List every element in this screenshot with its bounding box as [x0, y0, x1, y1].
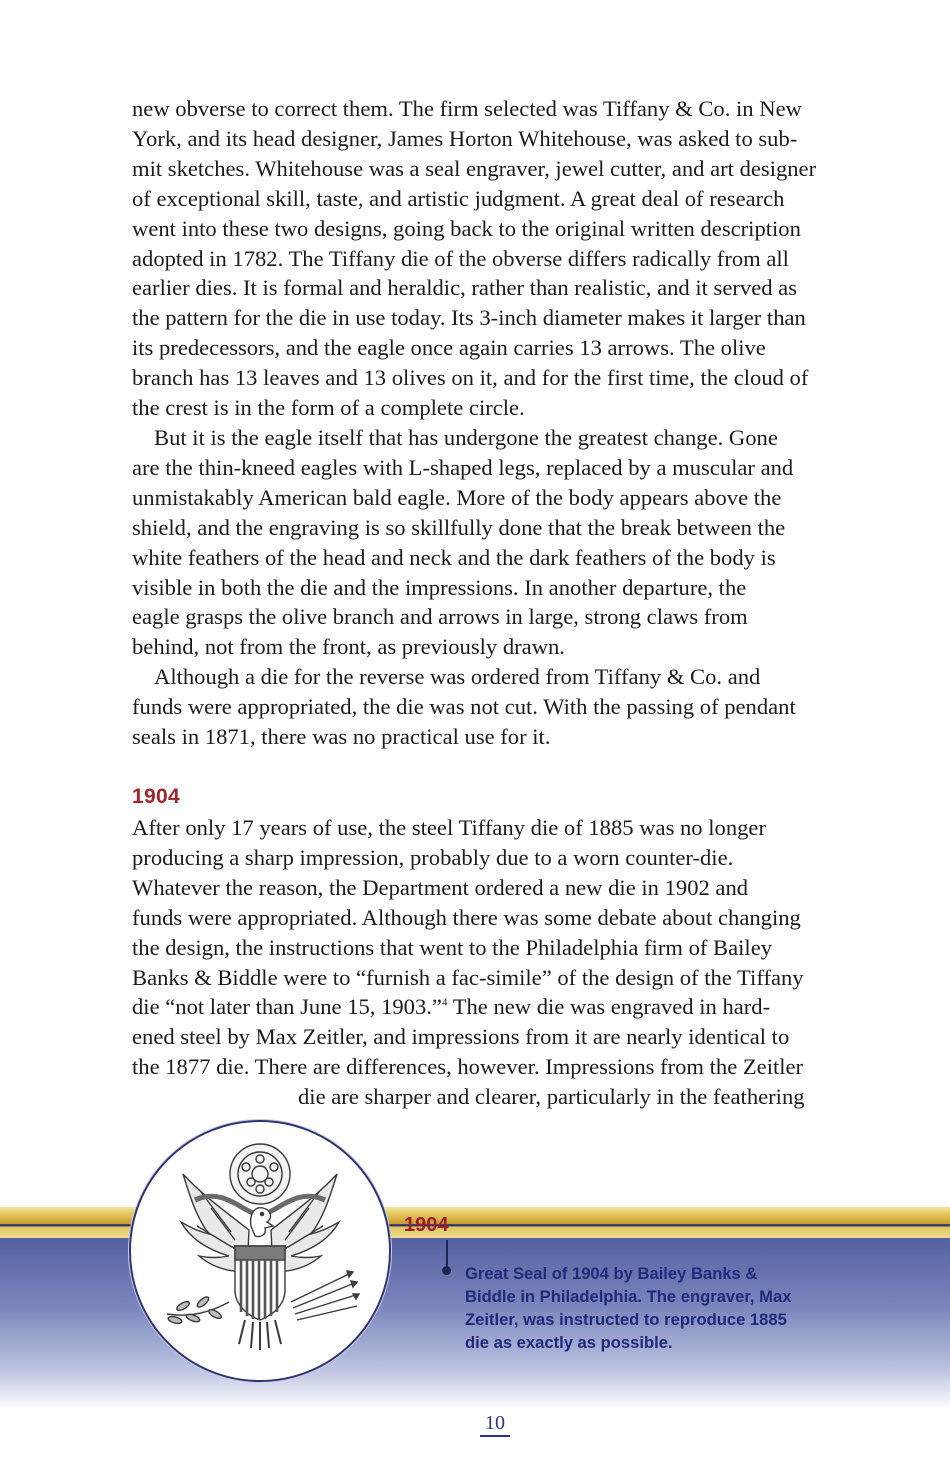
text-line: funds were appropriated. Although there was some debate about changing	[132, 904, 801, 930]
text-line: Although a die for the reverse was ordered from Tiffany & Co. and	[154, 664, 761, 690]
section-text-block	[132, 813, 862, 1112]
text-line: branch has 13 leaves and 13 olives on it, and for the first time, the cloud of	[132, 365, 809, 391]
text-segment: The new die was engraved in hard-	[447, 994, 771, 1020]
text-line: After only 17 years of use, the steel Tiffany die of 1885 was no longer	[132, 815, 766, 840]
caption-line: Zeitler, was instructed to reproduce 1885	[465, 1310, 787, 1329]
figure-caption	[465, 1262, 845, 1354]
text-line: Whatever the reason, the Department ordered a new die in 1902 and	[132, 874, 749, 900]
text-line: earlier dies. It is formal and heraldic, rather than realistic, and it served as	[132, 275, 797, 301]
text-line: visible in both the die and the impressions. In another departure, the	[132, 574, 747, 600]
text-line: funds were appropriated, the die was not cut. With the passing of pendant	[132, 694, 796, 720]
text-line: adopted in 1782. The Tiffany die of the obverse differs radically from all	[132, 245, 789, 271]
text-line: seals in 1871, there was no practical use for it.	[132, 724, 551, 750]
text-line: the 1877 die. There are differences, however. Impressions from the Zeitler	[132, 1054, 804, 1080]
great-seal-eagle-icon	[131, 1122, 389, 1380]
text-line: white feathers of the head and neck and the dark feathers of the body is	[132, 544, 776, 570]
text-segment: die “not later than June 15, 1903.”	[132, 994, 442, 1020]
text-line: are the thin-kneed eagles with L-shaped legs, replaced by a muscular and	[132, 454, 794, 480]
text-line: eagle grasps the olive branch and arrows in large, strong claws from	[132, 604, 748, 630]
text-line: the crest is in the form of a complete circle.	[132, 395, 525, 421]
page-number: 10	[480, 1411, 510, 1437]
text-line: ened steel by Max Zeitler, and impressions from it are nearly identical to	[132, 1024, 790, 1050]
text-line: its predecessors, and the eagle once again carries 13 arrows. The olive	[132, 335, 766, 361]
text-line: York, and its head designer, James Horton Whitehouse, was asked to sub-	[132, 125, 798, 151]
text-line: the design, the instructions that went to the Philadelphia firm of Bailey	[132, 934, 773, 960]
callout-line	[446, 1240, 448, 1268]
text-line: the pattern for the die in use today. Its 3-inch diameter makes it larger than	[132, 305, 806, 331]
intro-text-block	[132, 94, 862, 752]
text-line: Banks & Biddle were to “furnish a fac-simile” of the design of the Tiffany	[132, 964, 804, 990]
section-heading: 1904	[132, 785, 180, 808]
text-line: new obverse to correct them. The firm selected was Tiffany & Co. in New	[132, 96, 802, 121]
text-line: unmistakably American bald eagle. More of the body appears above the	[132, 484, 782, 510]
text-line: die are sharper and clearer, particularly in the feathering	[298, 1084, 805, 1110]
text-line: went into these two designs, going back to the original written description	[132, 215, 801, 241]
text-line: shield, and the engraving is so skillfully done that the break between the	[132, 514, 786, 540]
text-line	[132, 992, 862, 1022]
footnote-marker[interactable]: 4	[441, 996, 448, 1009]
text-line: producing a sharp impression, probably due to a worn counter-die.	[132, 844, 734, 870]
seal-image-frame	[129, 1120, 391, 1382]
caption-line: Biddle in Philadelphia. The engraver, Max	[465, 1287, 792, 1306]
caption-year: 1904	[404, 1214, 449, 1236]
caption-line: die as exactly as possible.	[465, 1333, 673, 1352]
callout-dot	[442, 1266, 451, 1275]
text-line: behind, not from the front, as previously drawn.	[132, 634, 565, 660]
text-line: of exceptional skill, taste, and artistic judgment. A great deal of research	[132, 185, 785, 211]
caption-line: Great Seal of 1904 by Bailey Banks &	[465, 1264, 758, 1283]
text-line: But it is the eagle itself that has undergone the greatest change. Gone	[154, 424, 778, 450]
text-line: mit sketches. Whitehouse was a seal engraver, jewel cutter, and art designer	[132, 155, 817, 181]
